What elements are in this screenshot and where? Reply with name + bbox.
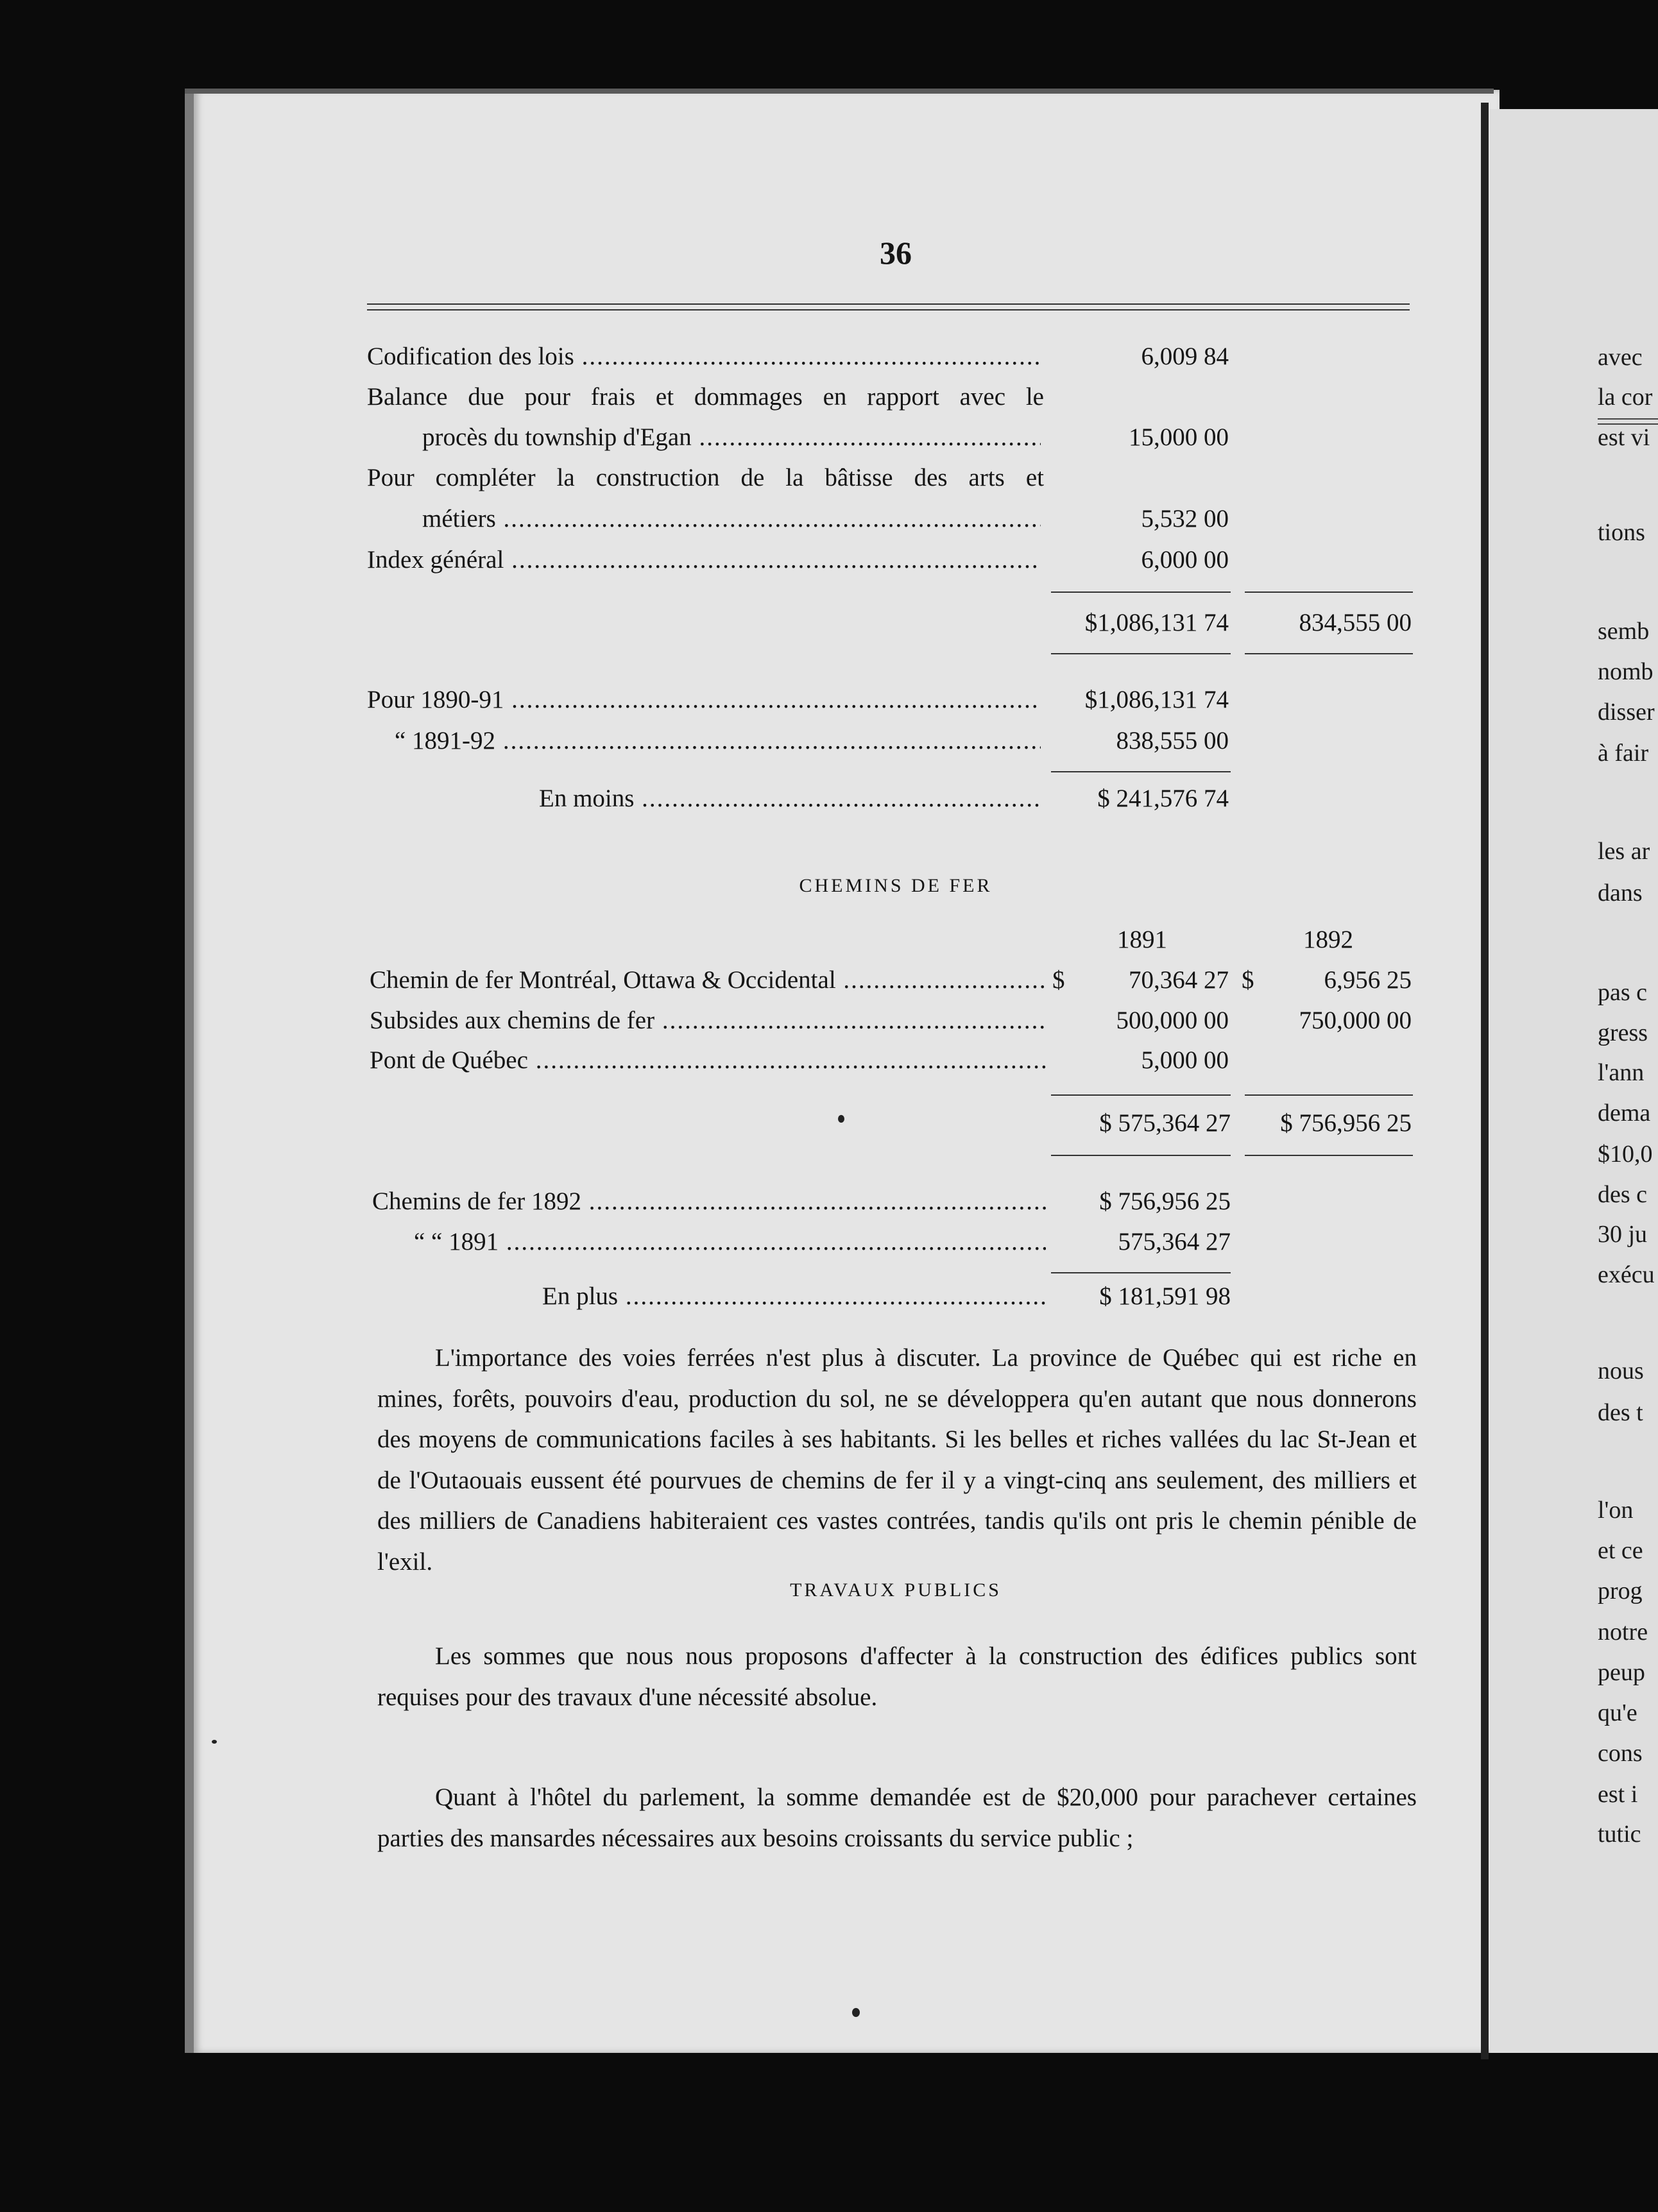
facing-page-fragment: semb — [1598, 618, 1650, 645]
facing-page-fragment: dema — [1598, 1100, 1651, 1127]
row-amount: 500,000 00 — [1116, 1007, 1229, 1034]
total-rule — [1245, 653, 1413, 654]
total-rule — [1051, 1094, 1231, 1096]
row-amount: 6,009 84 — [1141, 343, 1229, 370]
facing-page-fragment: l'on — [1598, 1497, 1634, 1524]
facing-page-fragment: tions — [1598, 519, 1645, 546]
paragraph-text: Quant à l'hôtel du parlement, la somme demandée est de $20,000 pour parachever certaines parties des mansardes nécessaires aux besoins croissants du service public ; — [377, 1783, 1417, 1852]
facing-page-fragment: cons — [1598, 1740, 1643, 1767]
currency-sign: $ — [1242, 966, 1254, 994]
row-amount: 6,956 25 — [1324, 966, 1412, 994]
facing-page-fragment: la cor — [1598, 384, 1653, 411]
facing-page-fragment: tutic — [1598, 1821, 1641, 1848]
compare-label: “ 1891-92 ..... — [395, 726, 1041, 755]
facing-page-fragment: avec — [1598, 344, 1643, 371]
row-amount: 750,000 00 — [1299, 1007, 1412, 1034]
facing-page-fragment: qu'e — [1598, 1699, 1637, 1726]
row-label: Pont de Québec ..... — [370, 1046, 1047, 1075]
facing-page-fragment: nomb — [1598, 658, 1654, 685]
page-top-edge — [185, 89, 1494, 94]
facing-page-fragment: prog — [1598, 1578, 1643, 1604]
total-rule — [1051, 1155, 1231, 1156]
facing-page-fragment: 30 ju — [1598, 1221, 1648, 1248]
subtotal-amount: 834,555 00 — [1299, 609, 1412, 636]
facing-page-fragment: l'ann — [1598, 1059, 1645, 1086]
header-rule — [367, 303, 1410, 311]
compare-amount: $ 756,956 25 — [1099, 1187, 1231, 1215]
compare-label: Pour 1890-91 ..... — [367, 685, 1041, 714]
compare-amount: 575,364 27 — [1118, 1228, 1231, 1255]
total-rule — [1051, 771, 1231, 772]
scan-speck — [852, 2008, 860, 2017]
paragraph-chemins — [377, 1338, 1417, 1582]
facing-page-fragment: notre — [1598, 1619, 1648, 1646]
row-label: Chemin de fer Montréal, Ottawa & Occidental ..... — [370, 966, 1047, 994]
facing-page-fragment: disser — [1598, 699, 1655, 726]
total-rule — [1245, 591, 1413, 593]
facing-page-fragment: et ce — [1598, 1537, 1643, 1564]
column-year: 1891 — [1117, 926, 1167, 953]
total-rule — [1051, 653, 1231, 654]
compare-label: Chemins de fer 1892 ..... — [372, 1187, 1046, 1216]
subtotal-amount: $1,086,131 74 — [1084, 609, 1229, 636]
row-label: Subsides aux chemins de fer ..... — [370, 1006, 1047, 1035]
facing-page-fragment: $10,0 — [1598, 1141, 1653, 1168]
total-rule — [1245, 1155, 1413, 1156]
facing-page-fragment: gress — [1598, 1019, 1648, 1046]
compare-amount: 838,555 00 — [1116, 727, 1229, 754]
facing-page-fragment: à fair — [1598, 740, 1649, 767]
row-label: Balance due pour frais et dommages en rapport avec le — [367, 383, 1044, 411]
difference-label: En moins ..... — [539, 784, 1041, 813]
facing-page — [1490, 109, 1658, 2053]
facing-page-fragment: est i — [1598, 1781, 1638, 1808]
section-heading: CHEMINS DE FER — [799, 875, 993, 896]
total-rule — [1051, 1272, 1231, 1273]
compare-amount: $1,086,131 74 — [1084, 686, 1229, 713]
row-label: Index général ..... — [367, 545, 1041, 574]
paragraph-text: L'importance des voies ferrées n'est plus à discuter. La province de Québec qui est riche en mines, forêts, pouvoirs d'eau, production du sol, ne se développera qu'en autant que nous donnerons des moyens de communications faciles à ses habitants. Si les belles et riches vallées du lac St-Jean et de l'Outaouais eussent été pourvues de chemins de fer il y a vingt-cinq ans seulement, des milliers et des milliers de Canadiens habiteraient ces vastes contrées, tandis qu'ils ont pris le chemin pénible de l'exil. — [377, 1344, 1417, 1576]
row-label: métiers ..... — [422, 504, 1041, 533]
row-label: procès du township d'Egan ..... — [422, 423, 1041, 452]
row-amount: 70,364 27 — [1129, 966, 1229, 994]
column-year: 1892 — [1303, 926, 1353, 953]
section-heading: TRAVAUX PUBLICS — [790, 1579, 1002, 1601]
facing-page-fragment: est vi — [1598, 424, 1650, 451]
facing-page-fragment: dans — [1598, 880, 1643, 906]
difference-amount: $ 181,591 98 — [1099, 1282, 1231, 1310]
facing-page-fragment: peup — [1598, 1659, 1645, 1686]
row-amount: 15,000 00 — [1129, 423, 1229, 451]
paragraph-travaux-2 — [377, 1777, 1417, 1859]
scan-speck — [212, 1740, 217, 1744]
row-label: Pour compléter la construction de la bâtisse des arts et — [367, 464, 1044, 491]
row-amount: 5,000 00 — [1141, 1046, 1229, 1074]
facing-page-fragment: des c — [1598, 1181, 1648, 1208]
facing-page-fragment: les ar — [1598, 838, 1650, 865]
subtotal-amount: $ 575,364 27 — [1099, 1109, 1231, 1137]
row-label: Codification des lois ..... — [367, 342, 1041, 371]
page-number: 36 — [880, 235, 912, 271]
paragraph-travaux-1 — [377, 1636, 1417, 1717]
scan-speck — [838, 1115, 844, 1123]
facing-page-fragment: pas c — [1598, 979, 1648, 1006]
subtotal-amount: $ 756,956 25 — [1280, 1109, 1412, 1137]
currency-sign: $ — [1052, 966, 1065, 994]
difference-amount: $ 241,576 74 — [1097, 785, 1229, 812]
total-rule — [1051, 591, 1231, 593]
book-gutter — [1481, 103, 1489, 2059]
row-amount: 6,000 00 — [1141, 546, 1229, 574]
compare-label: “ “ 1891 ..... — [414, 1227, 1046, 1256]
paragraph-text: Les sommes que nous nous proposons d'affecter à la construction des édifices publics sont requises pour des travaux d'une nécessité absolue. — [377, 1642, 1417, 1711]
total-rule — [1245, 1094, 1413, 1096]
facing-page-fragment: des t — [1598, 1399, 1643, 1426]
difference-label: En plus ..... — [542, 1282, 1046, 1311]
facing-page-fragment: exécu — [1598, 1261, 1655, 1288]
facing-page-fragment: nous — [1598, 1357, 1644, 1384]
row-amount: 5,532 00 — [1141, 505, 1229, 532]
